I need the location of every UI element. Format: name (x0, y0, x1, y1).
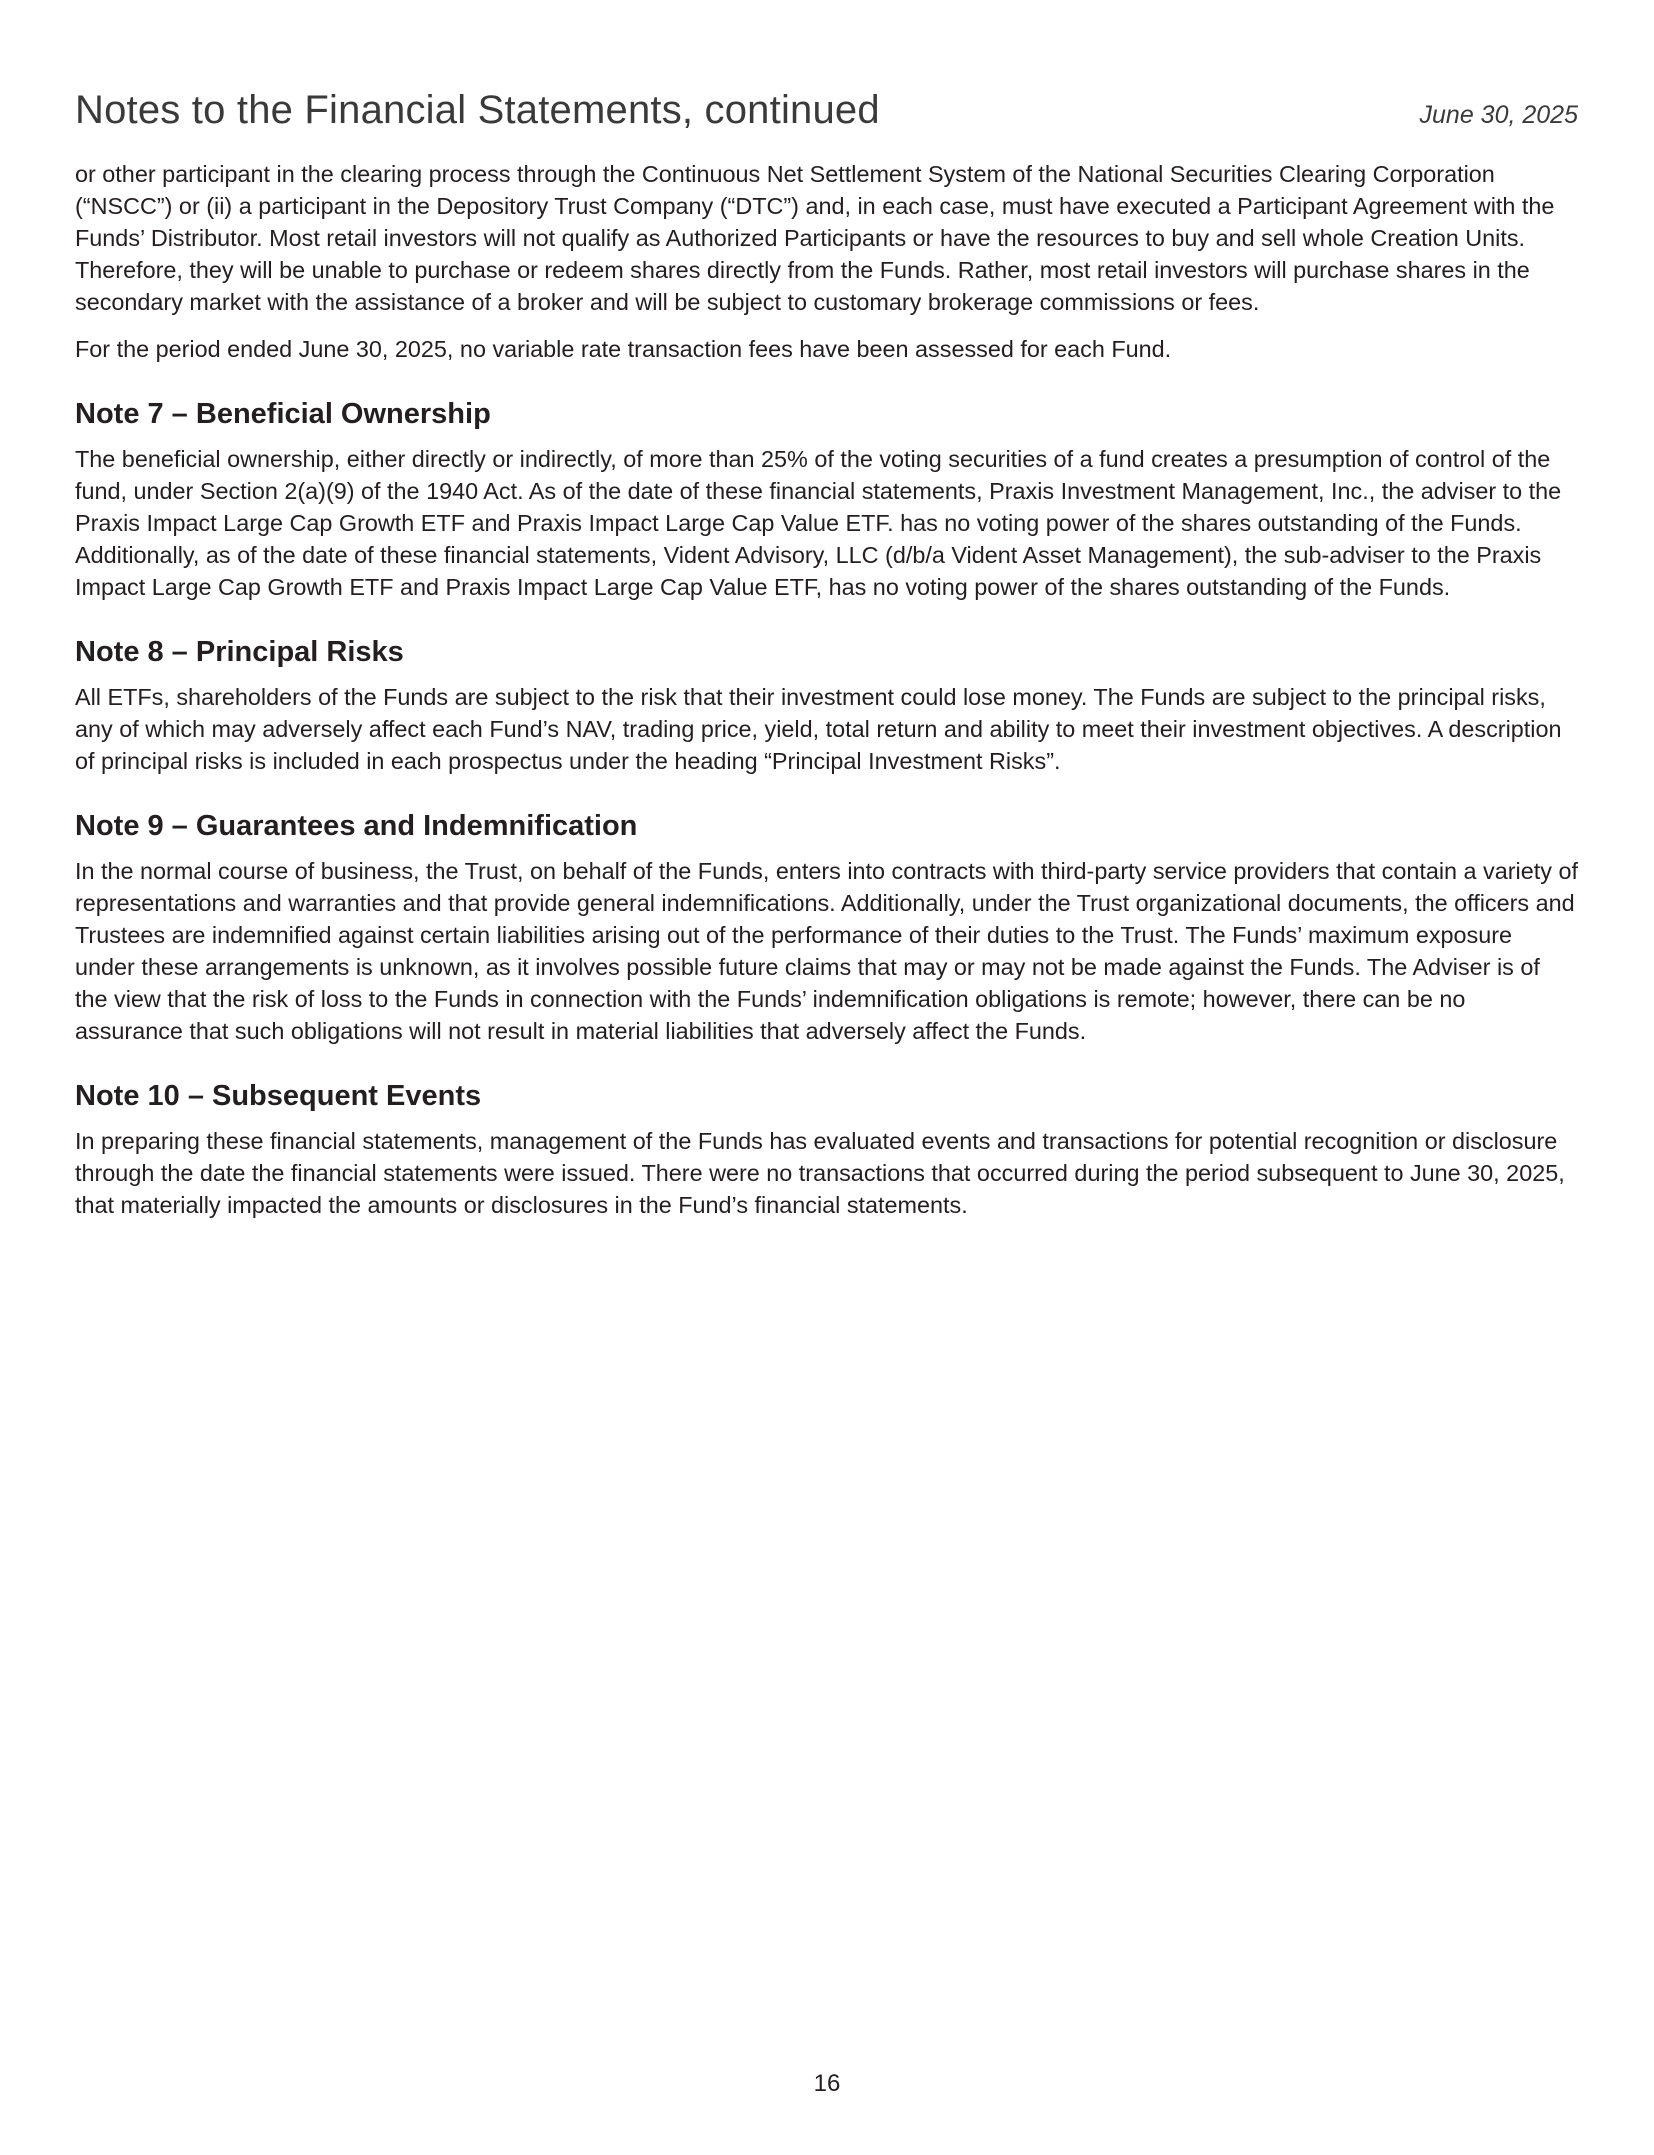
intro-section (75, 158, 1578, 365)
note-8-section (75, 635, 1578, 777)
intro-paragraph: For the period ended June 30, 2025, no variable rate transaction fees have been assessed for each Fund. (75, 336, 1172, 362)
note-paragraph: In preparing these financial statements, management of the Funds has evaluated events and transactions for potential recognition or disclosure through the date the financial statements were issued. There were no transactions that occurred during the period subsequent to June 30, 2025, that materially impacted the amounts or disclosures in the Fund’s financial statements. (75, 1128, 1565, 1218)
note-heading: Note 10 – Subsequent Events (75, 1080, 482, 1112)
note-heading: Note 9 – Guarantees and Indemnification (75, 810, 638, 842)
note-heading: Note 8 – Principal Risks (75, 636, 404, 668)
page-number: 16 (813, 2070, 841, 2097)
note-7-section (75, 397, 1578, 603)
note-paragraph: In the normal course of business, the Trust, on behalf of the Funds, enters into contracts with third-party service providers that contain a variety of representations and warranties and that provide general indemnifications. Additionally, under the Trust organizational documents, the officers and Trustees are indemnified against certain liabilities arising out of the performance of their duties to the Trust. The Funds’ maximum exposure under these arrangements is unknown, as it involves possible future claims that may or may not be made against the Funds. The Adviser is of the view that the risk of loss to the Funds in connection with the Funds’ indemnification obligations is remote; however, there can be no assurance that such obligations will not result in material liabilities that adversely affect the Funds. (75, 858, 1578, 1044)
document-body (75, 158, 1578, 1236)
note-heading: Note 7 – Beneficial Ownership (75, 398, 491, 430)
report-date: June 30, 2025 (1419, 101, 1578, 129)
note-9-section (75, 809, 1578, 1047)
page-title: Notes to the Financial Statements, continued (75, 88, 880, 132)
note-paragraph: All ETFs, shareholders of the Funds are subject to the risk that their investment could lose money. The Funds are subject to the principal risks, any of which may adversely affect each Fund’s NAV, trading price, yield, total return and ability to meet their investment objectives. A description of principal risks is included in each prospectus under the heading “Principal Investment Risks”. (75, 684, 1562, 774)
intro-paragraph: or other participant in the clearing process through the Continuous Net Settlement System of the National Securities Clearing Corporation (“NSCC”) or (ii) a participant in the Depository Trust Company (“DTC”) and, in each case, must have executed a Participant Agreement with the Funds’ Distributor. Most retail investors will not qualify as Authorized Participants or have the resources to buy and sell whole Creation Units. Therefore, they will be unable to purchase or redeem shares directly from the Funds. Rather, most retail investors will purchase shares in the secondary market with the assistance of a broker and will be subject to customary brokerage commissions or fees. (75, 161, 1555, 315)
page-header (75, 88, 1578, 133)
note-10-section (75, 1079, 1578, 1221)
note-paragraph: The beneficial ownership, either directly or indirectly, of more than 25% of the voting securities of a fund creates a presumption of control of the fund, under Section 2(a)(9) of the 1940 Act. As of the date of these financial statements, Praxis Investment Management, Inc., the adviser to the Praxis Impact Large Cap Growth ETF and Praxis Impact Large Cap Value ETF. has no voting power of the shares outstanding of the Funds. Additionally, as of the date of these financial statements, Vident Advisory, LLC (d/b/a Vident Asset Management), the sub-adviser to the Praxis Impact Large Cap Growth ETF and Praxis Impact Large Cap Value ETF, has no voting power of the shares outstanding of the Funds. (75, 446, 1562, 600)
